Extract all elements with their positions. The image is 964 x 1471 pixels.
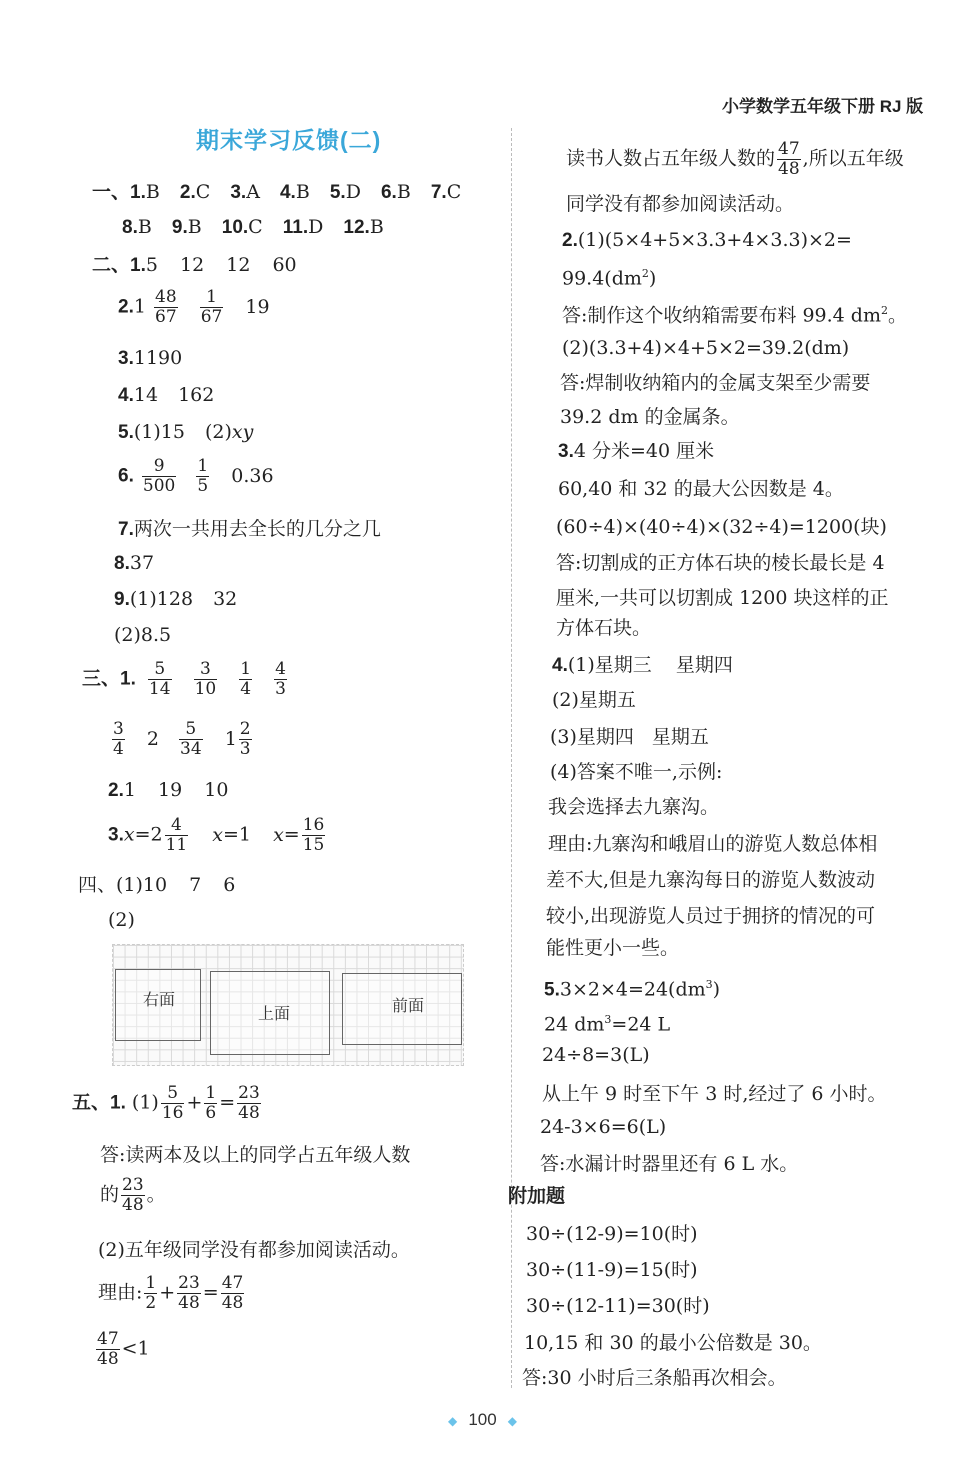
- bonus-line-2: 30÷(11-9)=15(时): [526, 1259, 698, 1281]
- s2-line-7: 7.两次一共用去全长的几分之几: [118, 518, 381, 540]
- r-line-27: 从上午 9 时至下午 3 时,经过了 6 小时。: [542, 1083, 887, 1105]
- r-line-11: (60÷4)×(40÷4)×(32÷4)=1200(块): [556, 516, 887, 538]
- r-line-25: 24 $dm^3=24$ L: [544, 1013, 671, 1036]
- r-line-1: 读书人数占五年级人数的 $\frac{47}{48}$ ,所以五年级: [566, 139, 904, 179]
- s5-part-2: (2)五年级同学没有都参加阅读活动。: [98, 1239, 410, 1261]
- r-line-29: 答:水漏计时器里还有 6 L 水。: [540, 1153, 799, 1175]
- s4-line-1: 四、(1)10 7 6: [78, 874, 236, 896]
- s1-row-2: 8.B 9.B 10.C 11.D 12.B: [122, 216, 384, 238]
- page-number-area: [448, 1410, 517, 1430]
- r-line-12: 答:切割成的正方体石块的棱长最长是 4: [556, 552, 885, 574]
- s2-line-1: 二、1.5 12 12 60: [92, 254, 297, 276]
- r-line-8: 39.2 dm 的金属条。: [560, 406, 740, 428]
- s2-line-8: 8.37: [114, 552, 155, 574]
- r-line-4: $99.4(dm^2)$: [562, 267, 657, 290]
- r-line-20: 理由:九寨沟和峨眉山的游览人数总体相: [548, 833, 878, 855]
- r-line-21: 差不大,但是九寨沟每日的游览人数波动: [546, 869, 876, 891]
- s2-line-3: 3.1190: [118, 347, 183, 369]
- page-title: 期末学习反馈(二): [196, 127, 382, 153]
- r-line-28: 24-3×6=6(L): [540, 1116, 667, 1138]
- page-number: 100: [468, 1410, 497, 1429]
- r-line-14: 方体石块。: [556, 617, 652, 639]
- s2-line-6: 6. $\frac{9}{500}$ $\frac{1}{5}$ 0.36: [118, 456, 274, 496]
- r-line-16: (2)星期五: [552, 689, 636, 711]
- s3-line-1: 三、1. $\frac{5}{14}$ $\frac{3}{10}$ $\frac{1}{4}$ $\frac{4}{3}$: [82, 659, 286, 699]
- s5-reason: 理由: $\frac{1}{2}$ + $\frac{23}{48}$ = $\frac{47}{48}$: [98, 1273, 244, 1313]
- r-line-24: $5.3\times 2\times 4=24(dm^3)$: [544, 978, 721, 1001]
- r-line-5: 答:制作这个收纳箱需要布料 99.4 $dm^2$。: [562, 304, 907, 327]
- r-line-15: 4.(1)星期三 星期四: [552, 654, 733, 676]
- bonus-line-4: 10,15 和 30 的最小公倍数是 30。: [524, 1332, 822, 1354]
- bonus-line-5: 答:30 小时后三条船再次相会。: [522, 1367, 787, 1389]
- front-view-label: 前面: [392, 996, 425, 1015]
- bonus-title: 附加题: [508, 1186, 566, 1207]
- r-line-26: 24÷8=3(L): [542, 1044, 650, 1066]
- r-line-19: 我会选择去九寨沟。: [548, 796, 720, 818]
- s2-line-5: 5.(1)15 (2)xy: [118, 421, 254, 443]
- s2-line-9b: (2)8.5: [114, 624, 172, 646]
- s4-line-2: (2): [108, 909, 135, 931]
- s5-answer-1b: 的 $\frac{23}{48}$ 。: [100, 1175, 166, 1215]
- r-line-2: 同学没有都参加阅读活动。: [566, 193, 795, 215]
- s2-line-9: 9.(1)128 32: [114, 588, 238, 610]
- s5-line-1: 五、1. (1) $\frac{5}{16}$ + $\frac{1}{6}$ = $\frac{23}{48}$: [72, 1083, 260, 1123]
- r-line-22: 较小,出现游览人员过于拥挤的情况的可: [546, 905, 876, 927]
- r-line-10: 60,40 和 32 的最大公因数是 4。: [558, 478, 844, 500]
- r-line-9: 3.4 分米=40 厘米: [558, 440, 715, 462]
- r-line-7: 答:焊制收纳箱内的金属支架至少需要: [560, 372, 871, 394]
- s1-row-1: 一、1.B 2.C 3.A 4.B 5.D 6.B 7.C: [92, 181, 462, 203]
- s3-line-2: 2.1 19 10: [108, 779, 229, 801]
- r-line-3: 2.(1)(5×4+5×3.3+4×3.3)×2=: [562, 229, 852, 251]
- dot-left-icon: ◆: [448, 1414, 458, 1428]
- s5-answer-1: 答:读两本及以上的同学占五年级人数: [100, 1144, 411, 1166]
- r-line-23: 能性更小一些。: [546, 937, 680, 959]
- s2-line-2: 2.1 $\frac{48}{67}$ $\frac{1}{67}$ 19: [118, 287, 270, 327]
- r-line-13: 厘米,一共可以切割成 1200 块这样的正: [556, 587, 889, 609]
- dot-right-icon: ◆: [507, 1414, 518, 1428]
- r-line-18: (4)答案不唯一,示例:: [550, 761, 723, 783]
- bonus-line-1: 30÷(12-9)=10(时): [526, 1223, 698, 1245]
- s3-line-3: 3.x=2 $\frac{4}{11}$ x=1 x= $\frac{16}{15}$: [108, 815, 325, 855]
- top-view-label: 上面: [258, 1004, 291, 1023]
- r-line-6: (2)(3.3+4)×4+5×2=39.2(dm): [562, 337, 850, 359]
- bonus-line-3: 30÷(12-11)=30(时): [526, 1295, 710, 1317]
- r-line-17: (3)星期四 星期五: [550, 726, 709, 748]
- s3-line-1b: $\frac{3}{4}$ 2 $\frac{5}{34}$ 1 $\frac{2}{3}$: [113, 719, 251, 759]
- book-title: 小学数学五年级下册 RJ 版: [722, 97, 924, 116]
- three-view-grid: [112, 944, 464, 1066]
- s5-compare: $\frac{47}{48}$ <1: [97, 1329, 150, 1369]
- s2-line-4: 4.14 162: [118, 384, 215, 406]
- right-view-label: 右面: [143, 990, 176, 1009]
